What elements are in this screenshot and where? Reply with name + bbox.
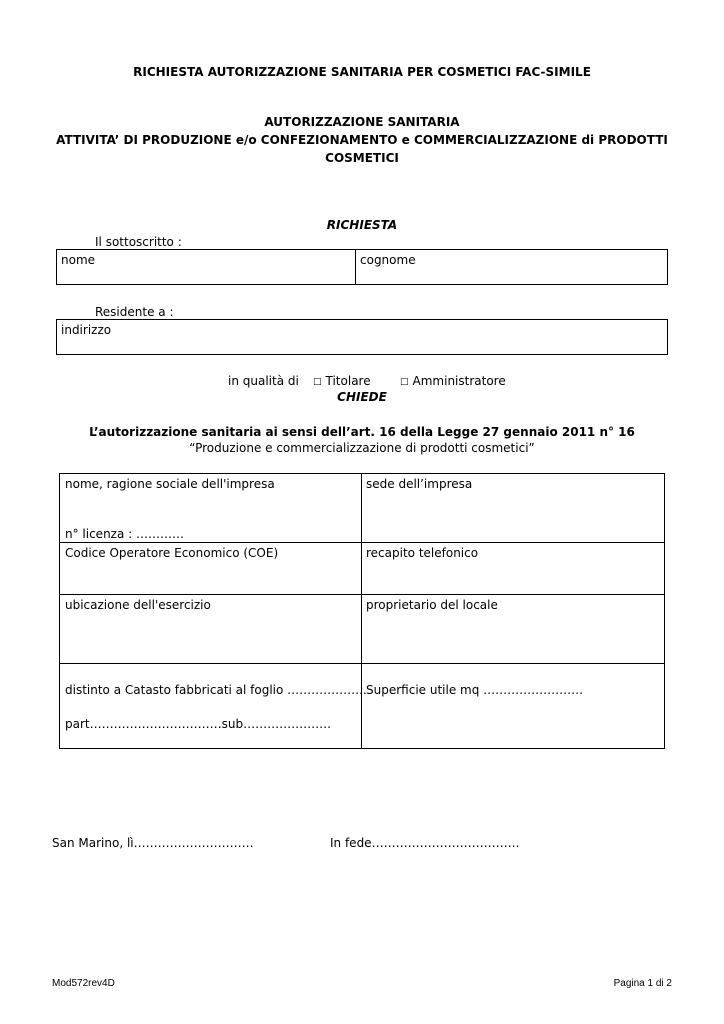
table-row-divider (60, 663, 664, 664)
amministratore-label: Amministratore (412, 374, 506, 388)
chiede-line2: “Produzione e commercializzazione di prodotti cosmetici” (189, 441, 535, 455)
particella-sub-field[interactable]: part……………………………sub…………………. (65, 717, 331, 731)
name-surname-box (56, 249, 668, 285)
table-column-divider (361, 474, 362, 748)
signature-field[interactable]: In fede………………………………. (330, 836, 520, 850)
chiede-heading: CHIEDE (337, 390, 387, 404)
activity-title-line1: ATTIVITA’ DI PRODUZIONE e/o CONFEZIONAMENTO e COMMERCIALIZZAZIONE di PRODOTTI (56, 133, 668, 147)
richiesta-heading: RICHIESTA (326, 218, 398, 232)
place-date-field[interactable]: San Marino, lì………………………… (52, 836, 254, 850)
page-number: Pagina 1 di 2 (613, 978, 672, 989)
superficie-field[interactable]: Superficie utile mq ……………………. (366, 683, 583, 697)
proprietario-field[interactable]: proprietario del locale (366, 598, 498, 612)
sede-impresa-field[interactable]: sede dell’impresa (366, 477, 473, 491)
activity-title-line2: COSMETICI (325, 151, 399, 165)
residente-label: Residente a : (95, 305, 174, 319)
sottoscritto-label: Il sottoscritto : (95, 235, 182, 249)
catasto-foglio-field[interactable]: distinto a Catasto fabbricati al foglio ……………….. (65, 683, 367, 697)
recapito-telefonico-field[interactable]: recapito telefonico (366, 546, 479, 560)
cognome-field[interactable]: cognome (360, 253, 416, 267)
business-info-table (59, 473, 665, 749)
section-subtitle: AUTORIZZAZIONE SANITARIA (264, 115, 460, 129)
amministratore-checkbox-icon[interactable]: □ (400, 377, 409, 387)
titolare-checkbox-icon[interactable]: □ (313, 377, 322, 387)
titolare-option[interactable] (313, 374, 371, 388)
indirizzo-box (56, 319, 668, 355)
nome-field[interactable]: nome (61, 253, 96, 267)
form-code: Mod572rev4D (52, 978, 115, 989)
name-divider (355, 250, 356, 284)
document-title: RICHIESTA AUTORIZZAZIONE SANITARIA PER COSMETICI FAC-SIMILE (133, 65, 591, 79)
table-row-divider (60, 542, 664, 543)
ragione-sociale-field[interactable]: nome, ragione sociale dell'impresa (65, 477, 275, 491)
titolare-label: Titolare (325, 374, 371, 388)
ubicazione-field[interactable]: ubicazione dell'esercizio (65, 598, 211, 612)
indirizzo-field[interactable]: indirizzo (61, 323, 112, 337)
chiede-line1: L’autorizzazione sanitaria ai sensi dell’art. 16 della Legge 27 gennaio 2011 n° 16 (89, 425, 635, 439)
qualita-label: in qualità di (228, 374, 299, 388)
amministratore-option[interactable] (400, 374, 506, 388)
licenza-field[interactable]: n° licenza : ………… (65, 527, 184, 541)
coe-field[interactable]: Codice Operatore Economico (COE) (65, 546, 279, 560)
table-row-divider (60, 594, 664, 595)
